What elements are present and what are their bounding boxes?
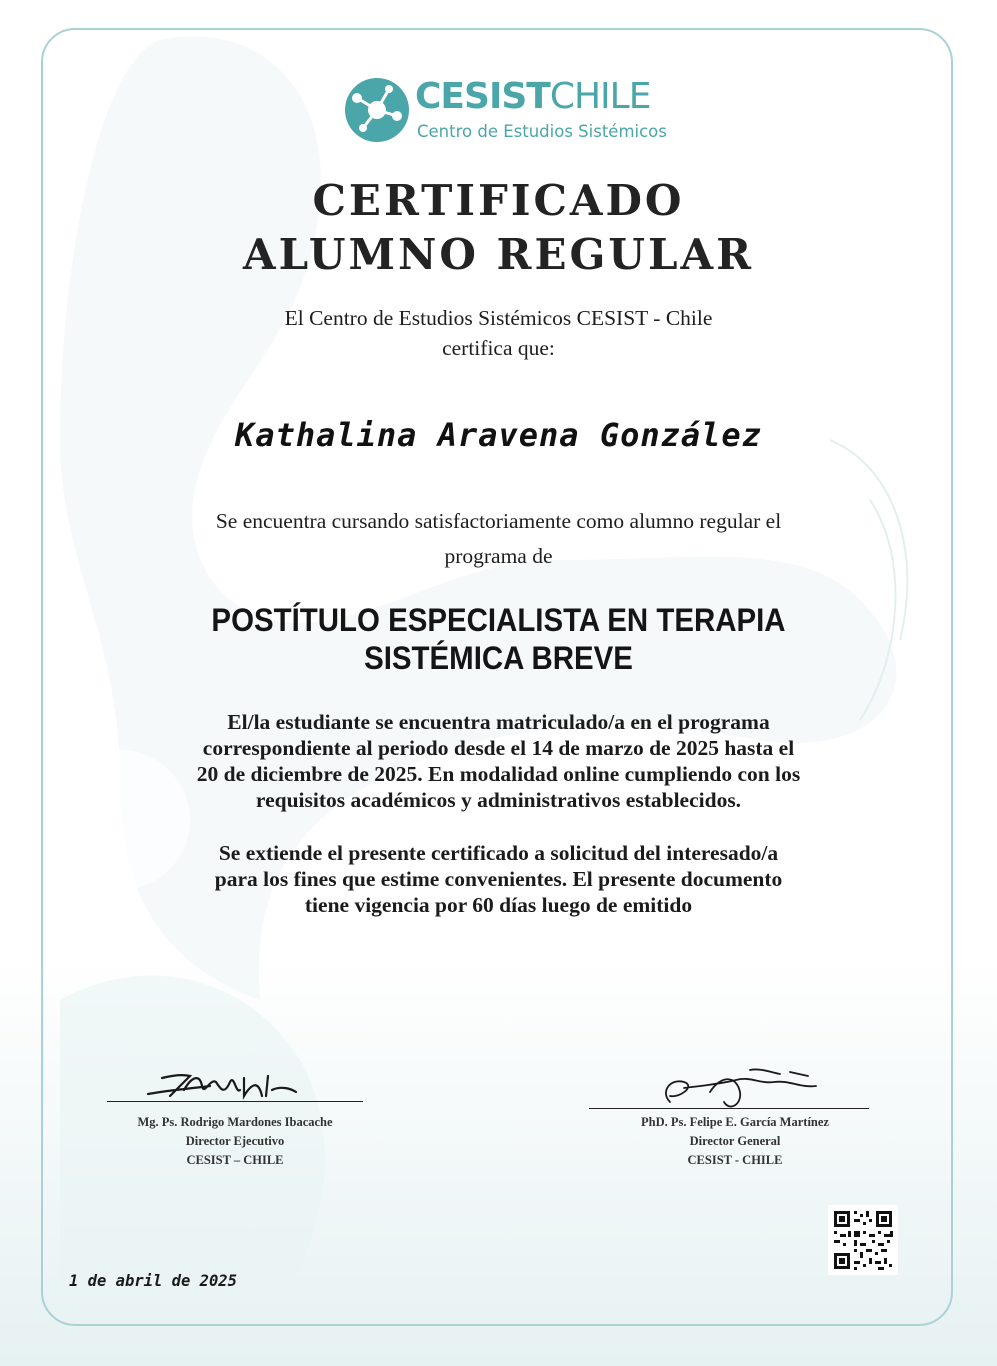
qr-code-icon[interactable] <box>828 1205 898 1275</box>
cesist-logo <box>343 72 667 148</box>
logo-wordmark: CESISTCHILE <box>415 76 651 117</box>
enrollment-line2: programa de <box>444 544 553 568</box>
signature-line-left <box>107 1101 363 1102</box>
intro-line2: certifica que: <box>442 336 555 360</box>
certificate-title-line2: ALUMNO REGULAR <box>243 230 754 279</box>
validity-line: tiene vigencia por 60 días luego de emitido <box>304 893 693 917</box>
signature-left-icon <box>140 1068 310 1104</box>
signatory-left-org: CESIST – CHILE <box>186 1153 284 1167</box>
signatory-right-role: Director General <box>689 1134 781 1148</box>
details-line: requisitos académicos y administrativos establecidos. <box>255 788 742 812</box>
signatory-right-org: CESIST - CHILE <box>687 1153 783 1167</box>
enrollment-line1: Se encuentra cursando satisfactoriamente como alumno regular el <box>215 509 782 533</box>
signatory-left-role: Director Ejecutivo <box>185 1134 285 1148</box>
certificate-title-line1: CERTIFICADO <box>312 176 685 225</box>
signature-line-right <box>589 1108 869 1109</box>
signatory-left-name: Mg. Ps. Rodrigo Mardones Ibacache <box>137 1115 333 1129</box>
logo-tagline: Centro de Estudios Sistémicos <box>417 122 667 141</box>
program-name-line2: SISTÉMICA BREVE <box>364 640 633 676</box>
validity-line: para los fines que estime convenientes. El presente documento <box>214 867 783 891</box>
cesist-logo-icon <box>343 72 411 144</box>
details-line: correspondiente al periodo desde el 14 de marzo de 2025 hasta el <box>202 736 795 760</box>
signatory-right-name: PhD. Ps. Felipe E. García Martínez <box>641 1115 829 1129</box>
intro-line1: El Centro de Estudios Sistémicos CESIST - Chile <box>284 306 713 330</box>
signature-right-icon <box>640 1062 830 1118</box>
details-line: 20 de diciembre de 2025. En modalidad online cumpliendo con los <box>196 762 801 786</box>
student-name: Kathalina Aravena González <box>235 416 762 454</box>
details-line: El/la estudiante se encuentra matriculado/a en el programa <box>227 710 770 734</box>
program-name-line1: POSTÍTULO ESPECIALISTA EN TERAPIA <box>211 602 786 638</box>
validity-line: Se extiende el presente certificado a solicitud del interesado/a <box>218 841 779 865</box>
issue-date: 1 de abril de 2025 <box>69 1272 237 1290</box>
